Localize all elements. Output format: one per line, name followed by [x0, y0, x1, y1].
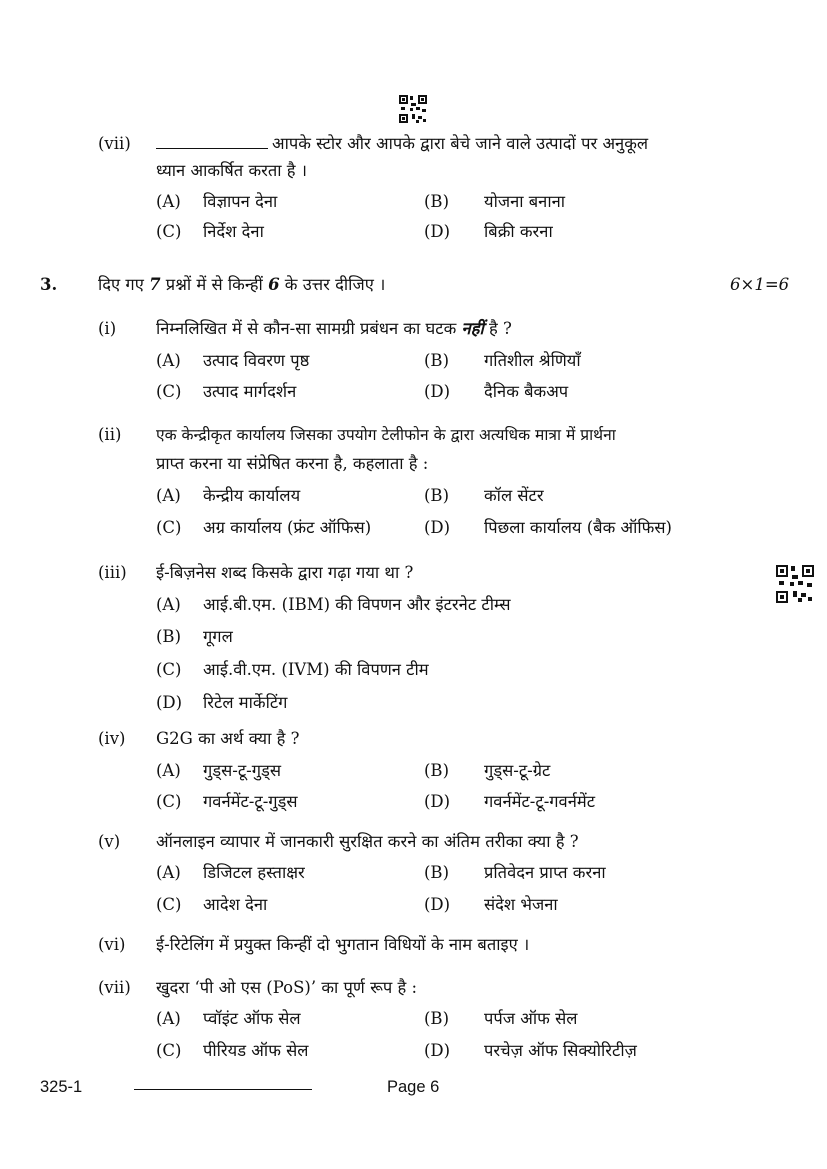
option-key: (B): [156, 627, 181, 646]
option-text: गवर्नमेंट-टू-गवर्नमेंट: [484, 792, 596, 811]
q3-vii-number: (vii): [98, 978, 131, 997]
paper-code: 325-1: [40, 1078, 83, 1096]
option-key: (D): [424, 382, 451, 401]
option-key: (D): [424, 518, 451, 537]
option-key: (C): [156, 660, 182, 679]
option-text: गुड्स-टू-गुड्स: [203, 761, 282, 780]
top-qr-code-icon: [399, 95, 427, 123]
question-3-number: 3.: [40, 275, 58, 294]
option-key: (D): [156, 693, 183, 712]
side-qr-code-icon: [776, 565, 814, 603]
option-text: आई.बी.एम. (IBM) की विपणन और इंटरनेट टीम्स: [203, 595, 511, 614]
q3-i-number: (i): [98, 319, 117, 338]
instr-count-answer: 6: [268, 275, 280, 294]
option-text: गवर्नमेंट-टू-गुड्स: [203, 792, 298, 811]
option-text: अग्र कार्यालय (फ्रंट ऑफिस): [203, 518, 372, 537]
option-key: (A): [156, 486, 181, 505]
option-key: (C): [156, 792, 182, 811]
option-text: पीरियड ऑफ सेल: [203, 1041, 309, 1060]
option-text: कॉल सेंटर: [484, 486, 544, 505]
q2-vii-line2: ध्यान आकर्षित करता है ।: [156, 161, 308, 180]
answer-blank: [156, 134, 268, 149]
option-key: (B): [424, 761, 449, 780]
option-text: डिजिटल हस्ताक्षर: [203, 863, 305, 882]
option-key: (C): [156, 222, 182, 241]
q3-ii-number: (ii): [98, 425, 122, 444]
option-key: (C): [156, 382, 182, 401]
option-text: उत्पाद विवरण पृष्ठ: [203, 351, 310, 370]
q3-ii-line1: एक केन्द्रीकृत कार्यालय जिसका उपयोग टेलीफोन के द्वारा अत्यधिक मात्रा में प्रार्थना: [156, 426, 616, 444]
option-key: (A): [156, 351, 181, 370]
option-text: प्वॉइंट ऑफ सेल: [203, 1009, 301, 1028]
instr-part: दिए गए: [98, 275, 150, 294]
q3-iii-number: (iii): [98, 563, 127, 582]
q-text-part: है ?: [483, 319, 512, 338]
q3-vi-number: (vi): [98, 935, 126, 954]
q-text-part: निम्नलिखित में से कौन-सा सामग्री प्रबंधन का घटक: [156, 319, 462, 338]
q3-iv-number: (iv): [98, 729, 126, 748]
q3-v-number: (v): [98, 832, 121, 851]
option-key: (A): [156, 595, 181, 614]
option-key: (B): [424, 486, 449, 505]
q3-vi-text: ई-रिटेलिंग में प्रयुक्त किन्हीं दो भुगतान विधियों के नाम बताइए ।: [156, 935, 530, 954]
option-text: प्रतिवेदन प्राप्त करना: [484, 863, 606, 882]
option-text: निर्देश देना: [203, 222, 264, 241]
option-key: (D): [424, 1041, 451, 1060]
option-key: (C): [156, 518, 182, 537]
option-text: गूगल: [203, 627, 233, 646]
option-text: गतिशील श्रेणियाँ: [484, 351, 581, 370]
option-text: रिटेल मार्केटिंग: [203, 693, 288, 712]
page-number: Page 6: [387, 1078, 440, 1096]
option-text: गुड्स-टू-ग्रेट: [484, 761, 551, 780]
question-3-marks: 6×1=6: [730, 275, 790, 294]
option-text: आदेश देना: [203, 895, 268, 914]
option-key: (A): [156, 1009, 181, 1028]
option-text: परचेज़ ऑफ सिक्योरिटीज़: [484, 1041, 637, 1060]
option-text: दैनिक बैकअप: [484, 382, 569, 401]
q3-v-text: ऑनलाइन व्यापार में जानकारी सुरक्षित करने का अंतिम तरीका क्या है ?: [156, 832, 579, 851]
question-3-instruction: [98, 274, 385, 296]
option-key: (D): [424, 222, 451, 241]
option-text: बिक्री करना: [484, 222, 553, 241]
footer-divider: [134, 1089, 312, 1090]
q2-vii-line1-text: आपके स्टोर और आपके द्वारा बेचे जाने वाले उत्पादों पर अनुकूल: [272, 134, 649, 153]
option-text: पिछला कार्यालय (बैक ऑफिस): [484, 518, 672, 537]
q3-iii-text: ई-बिज़नेस शब्द किसके द्वारा गढ़ा गया था ?: [156, 563, 414, 582]
option-key: (B): [424, 863, 449, 882]
q2-vii-line1: [156, 133, 648, 155]
option-text: पर्पज ऑफ सेल: [484, 1009, 578, 1028]
option-text: उत्पाद मार्गदर्शन: [203, 382, 297, 401]
option-key: (B): [424, 1009, 449, 1028]
option-text: योजना बनाना: [484, 192, 566, 211]
option-key: (D): [424, 895, 451, 914]
q-text-emphasis: नहीं: [461, 319, 484, 338]
option-key: (B): [424, 192, 449, 211]
option-key: (A): [156, 863, 181, 882]
instr-count-total: 7: [149, 275, 161, 294]
option-key: (A): [156, 192, 181, 211]
option-text: आई.वी.एम. (IVM) की विपणन टीम: [203, 660, 429, 679]
option-key: (C): [156, 895, 182, 914]
option-key: (A): [156, 761, 181, 780]
option-text: केन्द्रीय कार्यालय: [203, 486, 301, 505]
q2-vii-number: (vii): [98, 134, 131, 153]
instr-part: के उत्तर दीजिए ।: [279, 275, 386, 294]
instr-part: प्रश्नों में से किन्हीं: [160, 275, 269, 294]
option-key: (D): [424, 792, 451, 811]
option-key: (B): [424, 351, 449, 370]
q3-iv-text: G2G का अर्थ क्या है ?: [156, 729, 300, 748]
q3-ii-line2: प्राप्त करना या संप्रेषित करना है, कहलाता है :: [156, 454, 429, 473]
option-text: विज्ञापन देना: [203, 192, 278, 211]
option-text: संदेश भेजना: [484, 895, 558, 914]
q3-vii-text: खुदरा ‘पी ओ एस (PoS)’ का पूर्ण रूप है :: [156, 978, 418, 997]
q3-i-text: [156, 318, 512, 340]
option-key: (C): [156, 1041, 182, 1060]
